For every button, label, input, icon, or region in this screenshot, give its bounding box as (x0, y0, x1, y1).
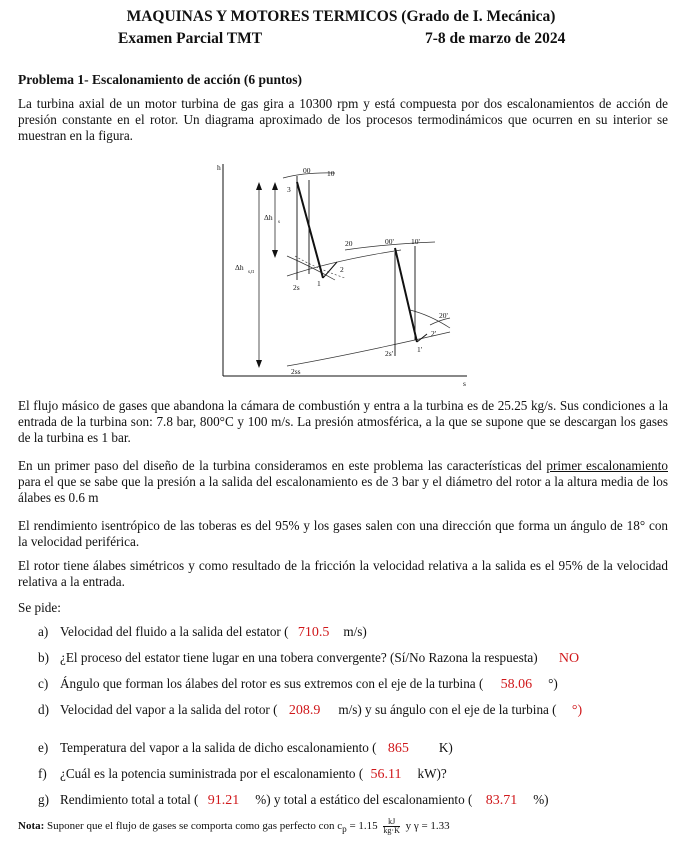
process-1-2 (323, 262, 337, 278)
label-10b: 10' (411, 237, 420, 246)
exam-date: 7-8 de marzo de 2024 (425, 30, 566, 47)
label-1: 1 (317, 279, 321, 288)
se-pide: Se pide: (18, 600, 61, 615)
answer-a: 710.5 (297, 625, 330, 640)
question-g: g) Rendimiento total a total ( 91.21 %) y total a estático del escalonamiento ( 83.71 %) (38, 792, 549, 808)
label-00: 00 (303, 166, 311, 175)
footnote: Nota: Suponer que el flujo de gases se comporta como gas perfecto con $c_p = 1.15$ $\frac{kJ}{kg\cdot K}$ y γ = 1.33 (18, 817, 450, 835)
paragraph-nozzle: El rendimiento isentrópico de las toberas es del 95% y los gases salen con una dirección que forma un ángulo de 18° con la velocidad periférica. (18, 518, 668, 549)
label-20: 20 (345, 239, 353, 248)
label-2sb: 2s' (385, 349, 394, 358)
label-1b: 1' (417, 345, 423, 354)
dh-s-arrow-top (272, 182, 278, 190)
label-dhs: Δh (264, 213, 273, 222)
label-dhtt-sub: s,tt (248, 270, 254, 275)
answer-d-angle: °) (571, 703, 583, 718)
answer-f: 56.11 (370, 767, 402, 782)
label-2s: 2s (293, 283, 300, 292)
answer-g-tt: 91.21 (207, 793, 240, 808)
intro-paragraph: La turbina axial de un motor turbina de gas gira a 10300 rpm y está compuesta por dos escalonamientos de acción de presión constante en el rotor. Un diagrama aproximado de los procesos termodinámicos que ocurren en su interior se muestran en la figura. (18, 96, 668, 143)
isobar-p1 (287, 250, 401, 276)
isobar-p2 (287, 332, 450, 366)
y-axis-label: h (217, 163, 221, 172)
label-2: 2 (340, 265, 344, 274)
label-2ss: 2ss (291, 367, 301, 376)
paragraph-first-stage: En un primer paso del diseño de la turbina consideramos en este problema las características del primer escalonamiento para el que se sabe que la presión a la salida del escalonamiento es de 3 bar y el diámetro del rotor a la altura media de los álabes es 0.6 m (18, 458, 668, 505)
label-3: 3 (287, 185, 291, 194)
question-c: c) Ángulo que forman los álabes del rotor es sus extremos con el eje de la turbina ( 58.06 °) (38, 676, 558, 692)
question-b: b) ¿El proceso del estator tiene lugar en una tobera convergente? (Sí/No Razona la respuesta) NO (38, 650, 580, 666)
process-0b-1b (395, 248, 417, 342)
answer-e: 865 (387, 741, 409, 756)
exam-type: Examen Parcial TMT (118, 30, 263, 47)
question-e: e) Temperatura del vapor a la salida de dicho escalonamiento ( 865 K) (38, 740, 453, 756)
dh-tt-arrow-bottom (256, 360, 262, 368)
problem-heading: Problema 1- Escalonamiento de acción (6 puntos) (18, 72, 302, 87)
label-20b: 20' (439, 311, 448, 320)
label-00b: 00' (385, 237, 394, 246)
paragraph-rotor: El rotor tiene álabes simétricos y como resultado de la fricción la velocidad relativa a la salida es el 95% de la velocidad relativa a la entrada. (18, 558, 668, 589)
question-f: f) ¿Cuál es la potencia suministrada por el escalonamiento ( 56.11 kW)? (38, 766, 447, 782)
dh-s-arrow-bottom (272, 250, 278, 258)
question-a: a) Velocidad del fluido a la salida del estator ( 710.5 m/s) (38, 624, 367, 640)
answer-b: NO (558, 651, 580, 666)
x-axis-label: s (463, 379, 466, 388)
label-10: 10 (327, 169, 335, 178)
label-2b: 2' (431, 329, 437, 338)
question-d: d) Velocidad del vapor a la salida del rotor ( 208.9 m/s) y su ángulo con el eje de la turbina ( °) (38, 702, 583, 718)
label-dhtt: Δh (235, 263, 244, 272)
answer-d-speed: 208.9 (288, 703, 321, 718)
process-0-1 (297, 182, 323, 278)
answer-c: 58.06 (500, 677, 533, 692)
dh-tt-arrow-top (256, 182, 262, 190)
label-dhs-sub: s (278, 220, 280, 225)
process-1b-2b (417, 334, 427, 342)
isobar-p0 (287, 256, 335, 280)
paragraph-flow: El flujo másico de gases que abandona la cámara de combustión y entra a la turbina es de 25.25 kg/s. Sus condiciones a la entrada de la turbina son: 7.8 bar, 800°C y 100 m/s. La presión atmosférica, a la que se supone que se descargan los gases de la turbina es 1 bar. (18, 398, 668, 445)
answer-g-ts: 83.71 (485, 793, 518, 808)
exam-title: MAQUINAS Y MOTORES TERMICOS (Grado de I. Mecánica) (126, 8, 556, 25)
enthalpy-entropy-diagram (205, 160, 475, 390)
